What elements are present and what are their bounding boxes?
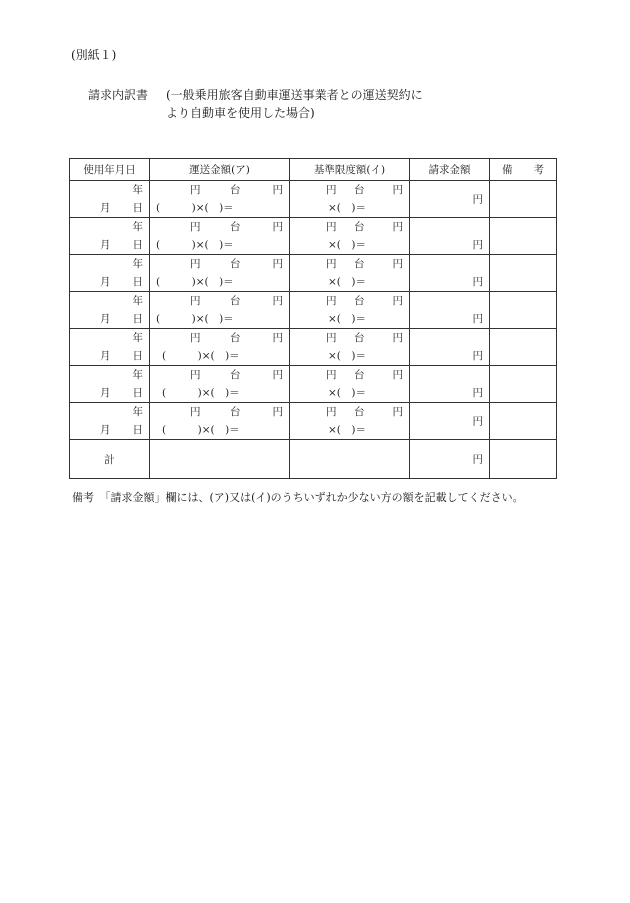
remarks-cell — [490, 181, 557, 218]
table-row — [70, 181, 557, 218]
amount-formula: ( )×( )＝ — [162, 350, 240, 362]
year-label: 年 — [132, 258, 143, 270]
date-cell — [70, 255, 150, 292]
limit-unit-label: 台 — [354, 221, 365, 233]
request-yen-label: 円 — [472, 387, 483, 399]
amount-unit-label: 台 — [230, 406, 241, 418]
amount-yen-label: 円 — [190, 184, 201, 196]
limit-unit-label: 台 — [354, 184, 365, 196]
month-label: 月 — [100, 313, 111, 325]
amount-total-yen-label: 円 — [272, 295, 283, 307]
total-amount-cell — [150, 440, 290, 479]
limit-unit-label: 台 — [354, 406, 365, 418]
day-label: 日 — [132, 276, 143, 288]
amount-unit-label: 台 — [230, 221, 241, 233]
header-amount: 運送金額(ア) — [150, 159, 290, 181]
date-cell — [70, 181, 150, 218]
limit-yen-label: 円 — [326, 184, 337, 196]
title-paren-line1: (一般乗用旅客自動車運送事業者との運送契約に — [166, 88, 423, 102]
request-yen-label: 円 — [472, 415, 483, 428]
remarks-cell — [490, 329, 557, 366]
amount-unit-label: 台 — [230, 295, 241, 307]
amount-cell — [150, 218, 290, 255]
amount-unit-label: 台 — [230, 184, 241, 196]
date-cell — [70, 329, 150, 366]
year-label: 年 — [132, 221, 143, 233]
month-label: 月 — [100, 424, 111, 436]
amount-formula: ( )×( )＝ — [162, 387, 240, 399]
limit-total-yen-label: 円 — [392, 406, 403, 418]
title-main: 請求内訳書 — [88, 88, 149, 102]
amount-total-yen-label: 円 — [272, 258, 283, 270]
amount-formula: ( )×( )＝ — [162, 424, 240, 436]
day-label: 日 — [132, 239, 143, 251]
day-label: 日 — [132, 387, 143, 399]
month-label: 月 — [100, 350, 111, 362]
amount-total-yen-label: 円 — [272, 184, 283, 196]
table-row — [70, 403, 557, 440]
title-parenthetical — [166, 86, 466, 122]
remarks-cell — [490, 218, 557, 255]
amount-formula: ( )×( )＝ — [156, 313, 234, 325]
day-label: 日 — [132, 424, 143, 436]
title-paren-line2: より自動車を使用した場合) — [166, 106, 315, 120]
limit-unit-label: 台 — [354, 295, 365, 307]
table-row — [70, 218, 557, 255]
limit-formula: ×( )＝ — [328, 350, 366, 362]
year-label: 年 — [132, 406, 143, 418]
amount-total-yen-label: 円 — [272, 369, 283, 381]
limit-yen-label: 円 — [326, 369, 337, 381]
limit-unit-label: 台 — [354, 332, 365, 344]
remarks-cell — [490, 366, 557, 403]
limit-yen-label: 円 — [326, 258, 337, 270]
total-row — [70, 440, 557, 479]
total-limit-cell — [290, 440, 410, 479]
date-cell — [70, 292, 150, 329]
year-label: 年 — [132, 332, 143, 344]
footnote: 備考 「請求金額」欄には、(ア)又は(イ)のうちいずれか少ない方の額を記載してください。 — [72, 491, 524, 504]
request-yen-label: 円 — [472, 276, 483, 288]
limit-cell — [290, 255, 410, 292]
limit-cell — [290, 218, 410, 255]
limit-formula: ×( )＝ — [328, 313, 366, 325]
amount-cell — [150, 403, 290, 440]
year-label: 年 — [132, 369, 143, 381]
table-header-row — [70, 159, 557, 181]
limit-cell — [290, 403, 410, 440]
limit-yen-label: 円 — [326, 221, 337, 233]
year-label: 年 — [132, 295, 143, 307]
header-limit: 基準限度額(イ) — [290, 159, 410, 181]
request-cell — [410, 218, 490, 255]
limit-formula: ×( )＝ — [328, 387, 366, 399]
limit-yen-label: 円 — [326, 332, 337, 344]
request-cell — [410, 181, 490, 218]
amount-cell — [150, 181, 290, 218]
remarks-cell — [490, 292, 557, 329]
total-yen-label: 円 — [472, 453, 483, 466]
document-title — [88, 86, 466, 122]
amount-cell — [150, 329, 290, 366]
amount-yen-label: 円 — [190, 258, 201, 270]
amount-cell — [150, 292, 290, 329]
total-label: 計 — [70, 440, 150, 479]
table-body — [70, 181, 557, 479]
limit-cell — [290, 292, 410, 329]
limit-unit-label: 台 — [354, 369, 365, 381]
amount-unit-label: 台 — [230, 369, 241, 381]
limit-formula: ×( )＝ — [328, 202, 366, 214]
limit-unit-label: 台 — [354, 258, 365, 270]
month-label: 月 — [100, 239, 111, 251]
date-cell — [70, 403, 150, 440]
amount-unit-label: 台 — [230, 332, 241, 344]
amount-yen-label: 円 — [190, 295, 201, 307]
date-cell — [70, 218, 150, 255]
amount-yen-label: 円 — [190, 369, 201, 381]
total-request-cell — [410, 440, 490, 479]
table-row — [70, 366, 557, 403]
amount-total-yen-label: 円 — [272, 332, 283, 344]
limit-yen-label: 円 — [326, 295, 337, 307]
header-remarks: 備 考 — [490, 159, 557, 181]
header-request: 請求金額 — [410, 159, 490, 181]
request-cell — [410, 255, 490, 292]
day-label: 日 — [132, 202, 143, 214]
amount-formula: ( )×( )＝ — [156, 202, 234, 214]
request-cell — [410, 403, 490, 440]
total-remarks-cell — [490, 440, 557, 479]
table-row — [70, 255, 557, 292]
limit-cell — [290, 181, 410, 218]
limit-formula: ×( )＝ — [328, 239, 366, 251]
remarks-cell — [490, 403, 557, 440]
request-yen-label: 円 — [472, 239, 483, 251]
appendix-label: (別紙１) — [71, 48, 117, 62]
limit-total-yen-label: 円 — [392, 369, 403, 381]
amount-yen-label: 円 — [190, 332, 201, 344]
limit-formula: ×( )＝ — [328, 276, 366, 288]
amount-yen-label: 円 — [190, 406, 201, 418]
month-label: 月 — [100, 202, 111, 214]
limit-total-yen-label: 円 — [392, 295, 403, 307]
limit-cell — [290, 329, 410, 366]
request-cell — [410, 329, 490, 366]
amount-total-yen-label: 円 — [272, 406, 283, 418]
header-date: 使用年月日 — [70, 159, 150, 181]
limit-total-yen-label: 円 — [392, 221, 403, 233]
limit-total-yen-label: 円 — [392, 258, 403, 270]
amount-yen-label: 円 — [190, 221, 201, 233]
limit-total-yen-label: 円 — [392, 184, 403, 196]
limit-yen-label: 円 — [326, 406, 337, 418]
request-cell — [410, 366, 490, 403]
day-label: 日 — [132, 313, 143, 325]
request-yen-label: 円 — [472, 193, 483, 206]
amount-cell — [150, 255, 290, 292]
limit-total-yen-label: 円 — [392, 332, 403, 344]
amount-unit-label: 台 — [230, 258, 241, 270]
amount-formula: ( )×( )＝ — [156, 276, 234, 288]
year-label: 年 — [132, 184, 143, 196]
request-cell — [410, 292, 490, 329]
request-yen-label: 円 — [472, 313, 483, 325]
day-label: 日 — [132, 350, 143, 362]
breakdown-table — [69, 158, 557, 479]
limit-formula: ×( )＝ — [328, 424, 366, 436]
table-row — [70, 329, 557, 366]
request-yen-label: 円 — [472, 350, 483, 362]
month-label: 月 — [100, 387, 111, 399]
month-label: 月 — [100, 276, 111, 288]
amount-total-yen-label: 円 — [272, 221, 283, 233]
limit-cell — [290, 366, 410, 403]
remarks-cell — [490, 255, 557, 292]
amount-cell — [150, 366, 290, 403]
date-cell — [70, 366, 150, 403]
table-row — [70, 292, 557, 329]
amount-formula: ( )×( )＝ — [156, 239, 234, 251]
